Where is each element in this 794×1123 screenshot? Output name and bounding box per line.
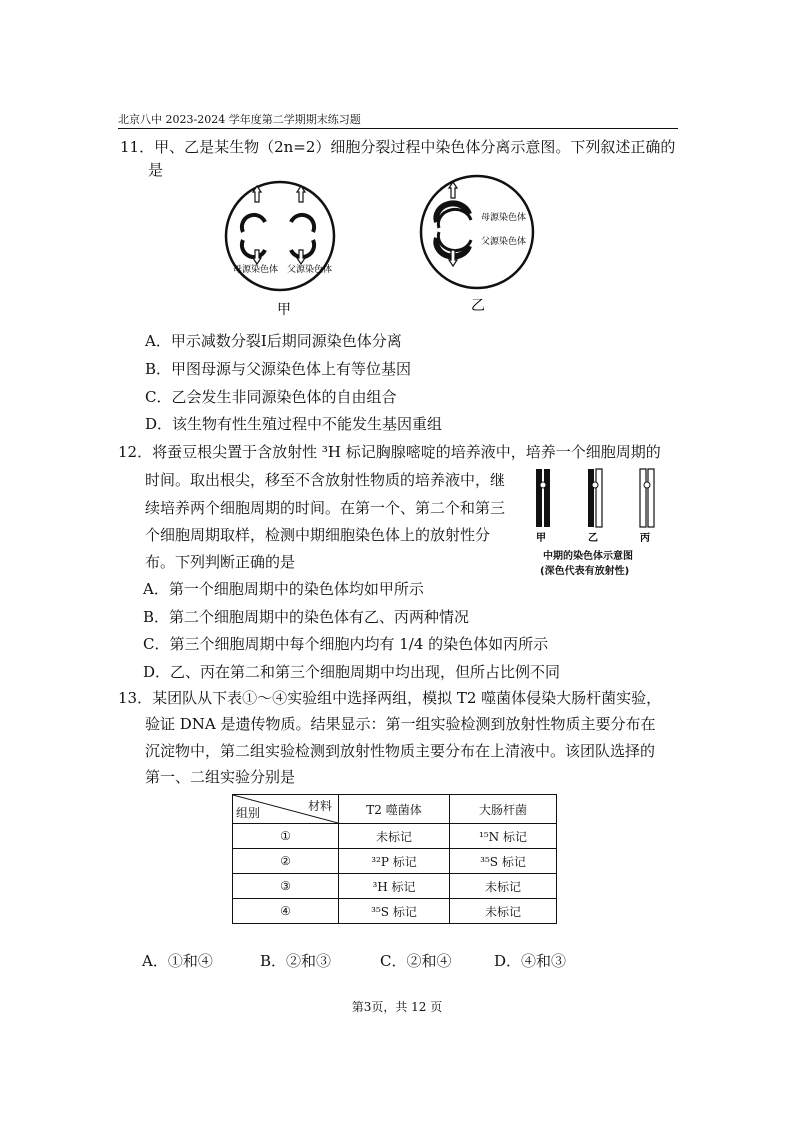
table-cell-group: ② [233,849,339,874]
q11-figure-jia [215,172,355,320]
centromere-yi [592,482,598,488]
chromosome-jia-left-bottom [242,240,265,257]
q11-jia-label-maternal: 母源染色体 [233,265,279,275]
q12-stem-line1: 12．将蚕豆根尖置于含放射性 ³H 标记胸腺嘧啶的培养液中，培养一个细胞周期的 [118,443,661,461]
q11-yi-label-maternal: 母源染色体 [481,213,527,223]
table-cell-ecoli: 未标记 [450,874,557,899]
corner-bottom-label: 组别 [236,806,261,820]
table-row [233,874,557,899]
q12-label-yi: 乙 [588,533,598,544]
q13-option-c: C．②和④ [380,952,452,970]
q12-figure-caption2: (深色代表有放射性) [540,566,630,577]
q12-stem-line3: 续培养两个细胞周期的时间。在第一个、第二个和第三 [145,499,506,517]
q12-option-b: B．第二个细胞周期中的染色体有乙、丙两种情况 [143,608,470,626]
table-cell-phage: ³²P 标记 [339,849,450,874]
table-cell-group: ① [233,824,339,849]
q13-stem-line3: 沉淀物中，第二组实验检测到放射性物质主要分布在上清液中。该团队选择的 [145,742,656,760]
table-cell-ecoli: ¹⁵N 标记 [450,824,557,849]
centromere-jia [540,482,546,488]
q12-stem-line2: 时间。取出根尖，移至不含放射性物质的培养液中，继 [145,471,506,489]
arrow-up-icon [449,182,457,198]
table-cell-phage: ³⁵S 标记 [339,899,450,924]
q11-jia-caption: 甲 [277,302,291,318]
table-cell-group: ③ [233,874,339,899]
q12-option-d: D．乙、丙在第二和第三个细胞周期中均出现，但所占比例不同 [143,663,561,681]
q12-option-c: C．第三个细胞周期中每个细胞内均有 1/4 的染色体如丙所示 [143,635,549,653]
table-cell-ecoli: ³⁵S 标记 [450,849,557,874]
table-cell-ecoli: 未标记 [450,899,557,924]
q13-table [232,794,557,924]
q13-stem-line2: 验证 DNA 是遗传物质。结果显示：第一组实验检测到放射性物质主要分布在 [145,715,656,733]
table-header-row [233,795,557,824]
table-header-ecoli: 大肠杆菌 [450,795,557,824]
q13-option-a: A．①和④ [142,952,213,970]
q13-stem-line4: 第一、二组实验分别是 [145,768,296,786]
q13-stem-line1: 13．某团队从下表①～④实验组中选择两组，模拟 T2 噬菌体侵染大肠杆菌实验， [118,689,662,707]
q12-chromosome-figure [528,465,678,545]
q11-option-a: A．甲示减数分裂Ⅰ后期同源染色体分离 [145,332,402,350]
exam-header: 北京八中 2023-2024 学年度第二学期期末练习题 [118,113,361,126]
chromatid-bing-left [640,469,646,527]
q11-yi-caption: 乙 [471,298,485,314]
chromatid-jia-right [544,469,550,527]
centromere-bing [644,482,650,488]
chromosome-yi-upper-right [438,209,471,228]
chromosome-jia-right-top [291,215,314,232]
page-number: 第3页，共 12 页 [351,1000,443,1014]
table-row [233,899,557,924]
table-cell-group: ④ [233,899,339,924]
chromatid-jia-left [536,469,542,527]
q13-option-d: D．④和③ [494,952,567,970]
q11-option-c: C．乙会发生非同源染色体的自由组合 [145,388,397,406]
table-cell-phage: ³H 标记 [339,874,450,899]
q12-stem-line4: 个细胞周期取样，检测中期细胞染色体上的放射性分 [145,526,491,544]
q11-stem-line1: 11．甲、乙是某生物（2n=2）细胞分裂过程中染色体分离示意图。下列叙述正确的 [120,138,676,156]
table-cell-phage: 未标记 [339,824,450,849]
table-row [233,849,557,874]
table-corner-cell [233,795,339,824]
q13-option-b: B．②和③ [260,952,332,970]
table-header-phage: T2 噬菌体 [339,795,450,824]
q12-option-a: A．第一个细胞周期中的染色体均如甲所示 [143,580,424,598]
chromatid-yi-left [588,469,594,527]
header-rule [118,128,678,129]
q11-yi-label-paternal: 父源染色体 [481,237,527,247]
q11-figure-yi [415,166,545,316]
q11-option-d: D．该生物有性生殖过程中不能发生基因重组 [145,415,443,433]
q12-label-jia: 甲 [536,533,546,544]
chromosome-jia-left-top [242,215,265,232]
q11-jia-label-paternal: 父源染色体 [287,265,333,275]
q12-stem-line5: 布。下列判断正确的是 [145,553,296,571]
q11-option-b: B．甲图母源与父源染色体上有等位基因 [145,360,412,378]
chromatid-bing-right [648,469,654,527]
chromosome-yi-lower-right [438,232,471,251]
arrow-up-icon [253,186,305,202]
q12-figure-caption1: 中期的染色体示意图 [543,551,633,562]
corner-top-label: 材料 [307,799,332,813]
chromatid-yi-right [596,469,602,527]
table-row [233,824,557,849]
q11-stem-line2: 是 [148,161,164,179]
q12-label-bing: 丙 [640,533,650,544]
